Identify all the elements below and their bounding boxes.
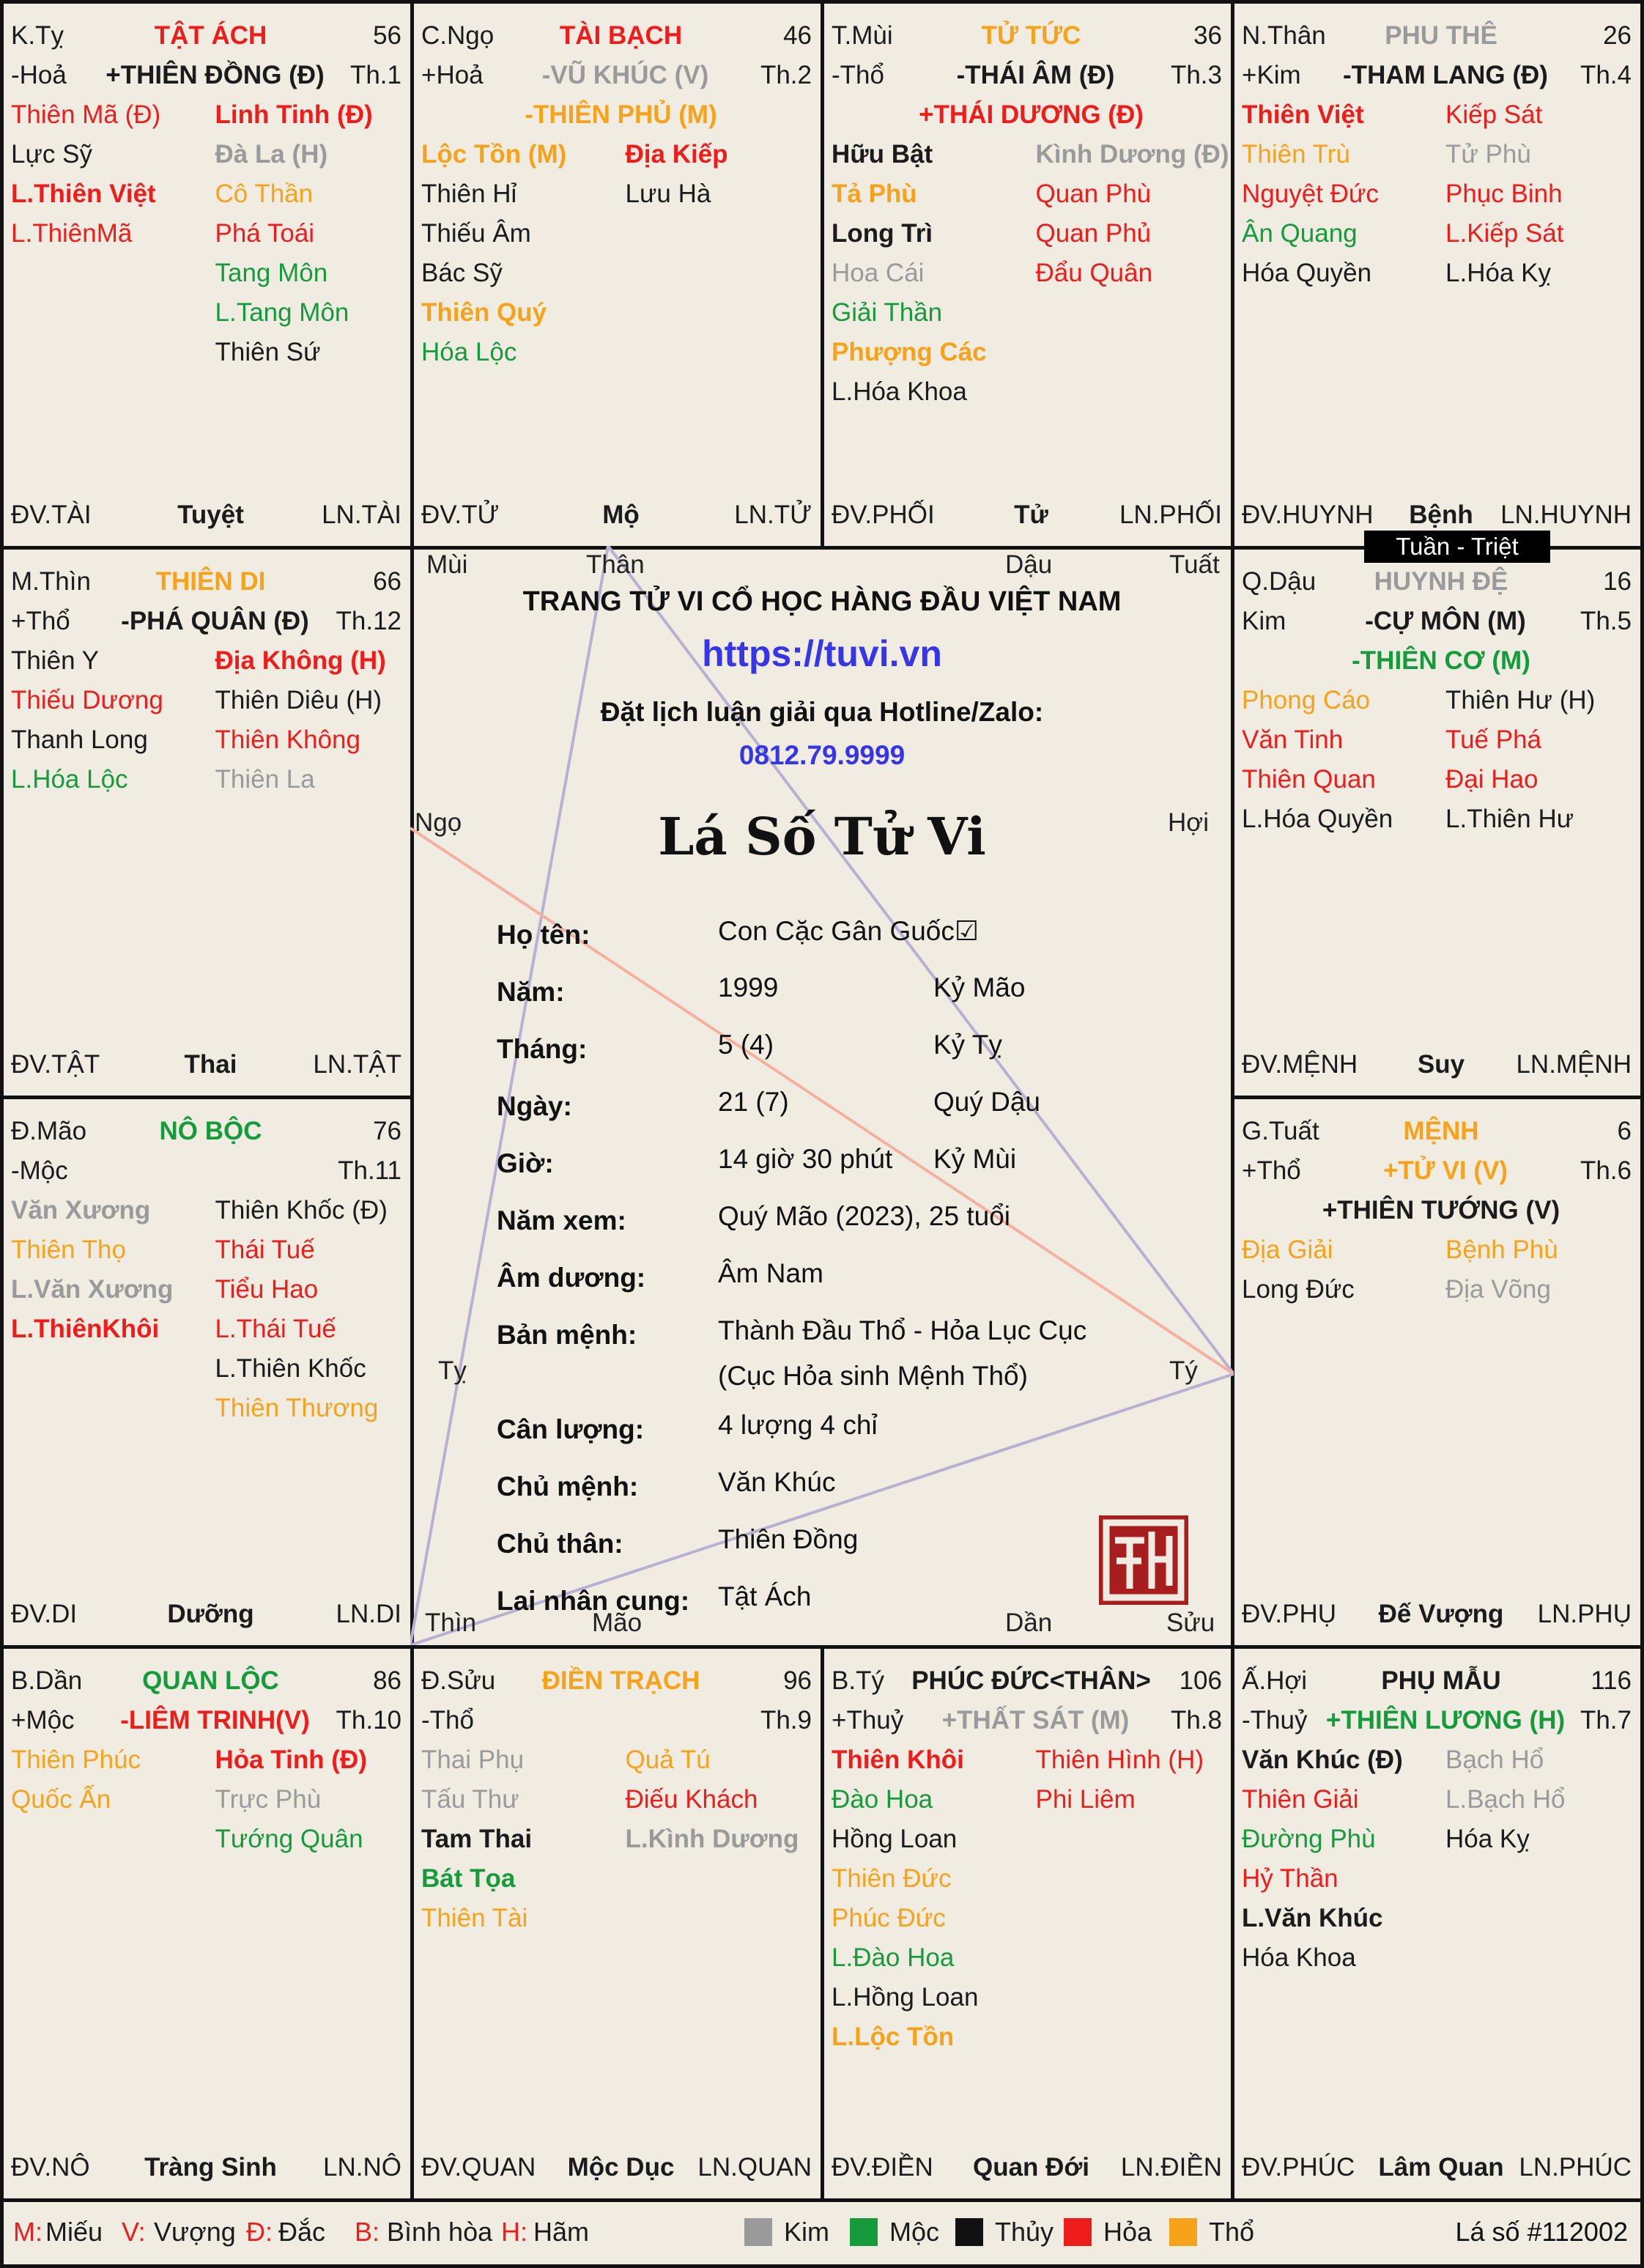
palace-age: 46: [783, 21, 812, 50]
star-right: L.Tang Môn: [215, 298, 349, 327]
legend-status-key: M:: [13, 2217, 42, 2247]
info-label: Năm:: [497, 977, 565, 1007]
info-value: Thành Đầu Thổ - Hỏa Lục Cục: [718, 1315, 1087, 1345]
star-left: Thanh Long: [11, 725, 148, 754]
info-value: 5 (4): [718, 1030, 774, 1060]
legend-status-key: Đ:: [246, 2217, 273, 2247]
palace-age: 76: [373, 1117, 401, 1145]
palace-name: PHÚC ĐỨC<THÂN>: [911, 1666, 1151, 1695]
palace-tuat: [1231, 1096, 1644, 1649]
star-left: Thai Phụ: [421, 1746, 525, 1774]
legend-element-label: Thổ: [1209, 2217, 1255, 2247]
star-right: L.Kình Dương: [625, 1825, 799, 1853]
palace-th: Th.3: [1170, 61, 1222, 89]
center-panel: [410, 546, 1234, 1645]
star-left: L.Hóa Khoa: [832, 377, 967, 406]
palace-age: 36: [1193, 21, 1222, 50]
star-right: Đại Hao: [1445, 765, 1539, 794]
branch-label-ngo: Ngọ: [415, 808, 462, 837]
palace-phase: Dưỡng: [167, 1600, 254, 1628]
tuan-triet-badge: Tuần - Triệt: [1364, 531, 1550, 563]
legend-status-key: B:: [355, 2217, 380, 2247]
legend-status-label: Bình hòa: [387, 2217, 493, 2247]
palace-dv: ĐV.PHỤ: [1242, 1600, 1337, 1628]
legend-status-key: H:: [501, 2217, 527, 2247]
palace-ln: LN.DI: [336, 1600, 401, 1628]
branch-label-dau: Dậu: [1005, 550, 1053, 579]
palace-element: -Thổ: [421, 1706, 474, 1735]
hotline-phone[interactable]: 0812.79.9999: [738, 740, 906, 770]
info-label: Chủ mệnh:: [497, 1471, 639, 1501]
star-right: Bệnh Phù: [1445, 1235, 1558, 1264]
palace-phase: Đế Vượng: [1378, 1600, 1504, 1628]
palace-dv: ĐV.TẬT: [11, 1050, 100, 1079]
legend-swatch: [1169, 2218, 1197, 2246]
palace-ln: LN.TÀI: [322, 500, 401, 529]
info-label: Họ tên:: [497, 920, 590, 950]
palace-dv: ĐV.NÔ: [11, 2153, 90, 2182]
main-star: +TỬ VI (V): [1382, 1156, 1508, 1185]
palace-phase: Tràng Sinh: [144, 2153, 277, 2182]
secondary-main-star: -THIÊN PHỦ (M): [525, 100, 717, 129]
palace-name: TÀI BẠCH: [559, 21, 683, 50]
legend-status-key: V:: [122, 2217, 146, 2247]
branch-label-tuat: Tuất: [1169, 550, 1220, 579]
info-label: Chủ thân:: [497, 1529, 623, 1559]
star-left: Thiếu Dương: [11, 686, 163, 714]
main-star: -CỰ MÔN (M): [1365, 607, 1526, 635]
star-right: Đà La (H): [215, 140, 328, 169]
palace-name: QUAN LỘC: [142, 1666, 279, 1695]
info-extra: Kỷ Tỵ: [933, 1030, 1002, 1060]
secondary-main-star: -THIÊN CƠ (M): [1352, 646, 1530, 675]
star-right: L.Kiếp Sát: [1445, 219, 1564, 248]
palace-dv: ĐV.MỆNH: [1242, 1050, 1358, 1079]
palace-th: Th.1: [349, 61, 401, 89]
star-left: Hóa Quyền: [1242, 259, 1372, 287]
legend-swatch: [1064, 2218, 1092, 2246]
star-left: L.Hóa Quyền: [1242, 805, 1393, 833]
palace-age: 56: [373, 21, 401, 50]
palace-element: +Hoả: [421, 61, 484, 89]
star-right: Kiếp Sát: [1445, 100, 1543, 129]
legend-element-label: Hỏa: [1103, 2217, 1152, 2247]
site-url-link[interactable]: https://tuvi.vn: [702, 633, 942, 674]
info-extra: Quý Dậu: [933, 1087, 1041, 1117]
palace-element: -Thuỷ: [1242, 1706, 1308, 1735]
palace-th: Th.4: [1580, 61, 1632, 89]
palace-branch: M.Thìn: [11, 567, 91, 596]
star-left: Hóa Khoa: [1242, 1943, 1356, 1972]
branch-label-thin: Thìn: [425, 1608, 477, 1637]
legend-element-label: Kim: [784, 2217, 829, 2247]
main-star: -LIÊM TRINH(V): [120, 1706, 310, 1735]
palace-ln: LN.PHÚC: [1519, 2153, 1632, 2182]
info-value: Quý Mão (2023), 25 tuổi: [718, 1201, 1010, 1231]
palace-phase: Mộc Dục: [567, 2153, 675, 2182]
star-right: L.Thiên Khốc: [215, 1354, 366, 1383]
star-left: Phượng Các: [832, 338, 987, 366]
palace-ngo: [410, 0, 824, 550]
palace-suu: [410, 1645, 824, 2202]
star-left: Thiên Giải: [1242, 1785, 1359, 1814]
star-right: L.Hóa Kỵ: [1445, 259, 1551, 287]
info-value: 4 lượng 4 chỉ: [718, 1410, 878, 1440]
palace-ln: LN.ĐIỀN: [1120, 2153, 1222, 2182]
main-star: +THIÊN ĐỒNG (Đ): [105, 61, 325, 89]
palace-age: 16: [1603, 567, 1632, 596]
star-right: L.Bạch Hổ: [1445, 1785, 1566, 1814]
main-star: -PHÁ QUÂN (Đ): [121, 607, 309, 635]
star-left: L.Văn Khúc: [1242, 1904, 1383, 1932]
info-value: Tật Ách: [718, 1581, 812, 1611]
star-right: Phi Liêm: [1035, 1785, 1136, 1814]
palace-mui: [821, 0, 1234, 550]
palace-age: 26: [1603, 21, 1632, 50]
star-left: Địa Giải: [1242, 1235, 1333, 1264]
star-left: Văn Tinh: [1242, 725, 1344, 754]
palace-branch: Ấ.Hợi: [1242, 1666, 1308, 1695]
star-right: Bạch Hổ: [1445, 1746, 1544, 1774]
palace-element: -Hoả: [11, 61, 67, 89]
star-right: Thiên Hình (H): [1035, 1746, 1204, 1774]
secondary-main-star: +THÁI DƯƠNG (Đ): [919, 100, 1144, 129]
palace-phase: Tử: [1014, 500, 1048, 529]
star-left: Thiên Quan: [1242, 765, 1376, 794]
star-right: Thiên Sứ: [215, 338, 321, 366]
star-left: Thiên Thọ: [11, 1235, 126, 1264]
palace-name: PHU THÊ: [1385, 21, 1497, 50]
star-left: Bác Sỹ: [421, 259, 503, 287]
palace-branch: B.Tý: [832, 1666, 884, 1695]
star-right: Thiên Khốc (Đ): [215, 1196, 388, 1225]
legend-status-label: Hãm: [533, 2217, 590, 2247]
info-label: Âm dương:: [497, 1263, 646, 1293]
info-value: 1999: [718, 972, 779, 1002]
palace-age: 96: [783, 1666, 812, 1695]
star-left: Long Đức: [1242, 1275, 1355, 1304]
palace-name: THIÊN DI: [155, 567, 266, 596]
star-left: L.ThiênMã: [11, 219, 133, 248]
star-left: Văn Khúc (Đ): [1242, 1746, 1403, 1774]
palace-element: +Thổ: [1242, 1156, 1301, 1185]
star-right: Quan Phủ: [1035, 219, 1152, 248]
info-label: Tháng:: [497, 1034, 588, 1064]
star-left: Thiên Phúc: [11, 1746, 141, 1774]
star-left: Hữu Bật: [832, 140, 933, 169]
palace-branch: T.Mùi: [832, 21, 893, 50]
info-value: Thiên Đồng: [718, 1524, 859, 1554]
legend-swatch: [850, 2218, 878, 2246]
legend-swatch: [744, 2218, 772, 2246]
star-left: Thiếu Âm: [421, 219, 531, 248]
palace-branch: B.Dần: [11, 1666, 83, 1695]
main-star: +THIÊN LƯƠNG (H): [1325, 1706, 1566, 1735]
star-left: Bát Tọa: [421, 1864, 516, 1893]
main-star: -VŨ KHÚC (V): [541, 61, 709, 89]
legend-element-label: Mộc: [889, 2217, 940, 2247]
info-value: 21 (7): [718, 1087, 789, 1117]
star-right: Địa Kiếp: [625, 140, 728, 169]
star-left: L.Văn Xương: [11, 1275, 174, 1304]
star-right: Hóa Kỵ: [1445, 1825, 1530, 1853]
star-right: Thiên Không: [215, 725, 360, 754]
star-right: Tướng Quân: [215, 1825, 363, 1853]
info-extra: Kỷ Mùi: [933, 1144, 1017, 1174]
star-right: Tang Môn: [215, 259, 328, 287]
palace-age: 6: [1617, 1117, 1632, 1145]
star-right: Điếu Khách: [625, 1785, 758, 1814]
star-left: Thiên Khôi: [832, 1746, 964, 1774]
palace-name: NÔ BỘC: [159, 1117, 262, 1145]
star-left: L.ThiênKhôi: [11, 1315, 160, 1343]
star-left: Tả Phù: [832, 180, 917, 208]
palace-branch: G.Tuất: [1242, 1117, 1319, 1145]
palace-th: Th.7: [1580, 1706, 1632, 1735]
main-star: +THẤT SÁT (M): [941, 1706, 1130, 1735]
palace-th: Th.8: [1170, 1706, 1222, 1735]
info-label: Năm xem:: [497, 1205, 626, 1235]
star-right: Địa Võng: [1445, 1275, 1551, 1304]
star-left: Đường Phù: [1242, 1825, 1376, 1853]
palace-dv: ĐV.TỬ: [421, 500, 500, 529]
palace-than: [1231, 0, 1644, 550]
palace-ln: LN.MỆNH: [1516, 1050, 1632, 1079]
star-left: L.Thiên Việt: [11, 180, 156, 208]
star-left: L.Hồng Loan: [832, 1983, 979, 2012]
star-right: Thái Tuế: [215, 1235, 315, 1264]
palace-th: Th.9: [760, 1706, 812, 1735]
branch-label-ty: Tỵ: [438, 1356, 467, 1385]
seal-stamp: [1099, 1515, 1188, 1605]
star-left: Đào Hoa: [832, 1785, 933, 1814]
palace-th: Th.10: [336, 1706, 401, 1735]
star-right: Thiên Diêu (H): [215, 686, 382, 714]
palace-dv: ĐV.ĐIỀN: [832, 2153, 933, 2182]
palace-phase: Quan Đới: [972, 2153, 1090, 2182]
star-left: L.Lộc Tồn: [832, 2023, 955, 2051]
palace-th: Th.5: [1580, 607, 1632, 635]
palace-element: +Thổ: [11, 607, 70, 635]
palace-ln: LN.HUYNH: [1500, 500, 1632, 529]
star-left: Phong Cáo: [1242, 686, 1371, 714]
star-left: Thiên Hỉ: [421, 180, 517, 208]
star-left: Lực Sỹ: [11, 140, 92, 169]
star-left: L.Hóa Lộc: [11, 765, 128, 794]
info-value: Con Cặc Gân Guốc☑: [718, 916, 980, 946]
star-right: Tuế Phá: [1445, 725, 1542, 754]
star-left: Thiên Đức: [832, 1864, 952, 1893]
palace-phase: Lâm Quan: [1378, 2153, 1504, 2182]
star-right: Quan Phù: [1035, 180, 1152, 208]
star-right: Thiên La: [215, 765, 315, 794]
star-left: Thiên Tài: [421, 1904, 528, 1932]
star-left: Lộc Tồn (M): [421, 140, 567, 169]
palace-dan: [0, 1645, 414, 2202]
palace-age: 66: [373, 567, 401, 596]
palace-dv: ĐV.HUYNH: [1242, 500, 1374, 529]
palace-dv: ĐV.TÀI: [11, 500, 92, 529]
palace-name: HUYNH ĐỆ: [1374, 567, 1508, 596]
palace-tys: [821, 1645, 1234, 2202]
main-star: -THÁI ÂM (Đ): [956, 61, 1115, 89]
palace-ln: LN.QUAN: [697, 2153, 812, 2182]
star-right: Đẩu Quân: [1035, 259, 1153, 287]
palace-phase: Tuyệt: [177, 500, 244, 529]
palace-element: +Thuỷ: [832, 1706, 904, 1735]
info-label: Bản mệnh:: [497, 1320, 637, 1350]
palace-ln: LN.PHỤ: [1537, 1600, 1632, 1628]
main-star: -THAM LANG (Đ): [1343, 61, 1548, 89]
palace-th: Th.12: [336, 607, 401, 635]
secondary-main-star: +THIÊN TƯỚNG (V): [1322, 1196, 1560, 1225]
palace-name: TẬT ÁCH: [154, 21, 267, 50]
palace-phase: Thai: [184, 1050, 237, 1079]
star-left: Nguyệt Đức: [1242, 180, 1379, 208]
chart-title: Lá Số Tử Vi: [658, 806, 986, 867]
star-right: Hỏa Tinh (Đ): [215, 1746, 367, 1774]
info-value: Âm Nam: [718, 1258, 823, 1288]
star-left: Thiên Trù: [1242, 140, 1350, 169]
palace-phase: Mộ: [602, 500, 640, 529]
palace-phase: Bệnh: [1409, 500, 1473, 529]
palace-phase: Suy: [1417, 1050, 1465, 1079]
branch-label-dan: Dần: [1005, 1608, 1053, 1637]
palace-branch: C.Ngọ: [421, 21, 495, 50]
star-right: Trực Phù: [215, 1785, 322, 1814]
star-right: Kình Dương (Đ): [1035, 140, 1229, 169]
legend-status-label: Vượng: [154, 2217, 236, 2247]
star-left: Ân Quang: [1242, 219, 1358, 248]
info-label: Giờ:: [497, 1148, 554, 1178]
palace-dau: [1231, 546, 1644, 1099]
info-value: Văn Khúc: [718, 1467, 836, 1497]
branch-label-hoi: Hợi: [1168, 808, 1210, 837]
palace-ty: [0, 0, 414, 550]
palace-name: PHỤ MẪU: [1381, 1666, 1501, 1695]
hotline-text: Đặt lịch luận giải qua Hotline/Zalo:: [600, 697, 1044, 727]
palace-age: 116: [1591, 1666, 1632, 1695]
palace-element: +Mộc: [11, 1706, 75, 1735]
palace-name: ĐIỀN TRẠCH: [541, 1666, 700, 1695]
star-left: Tấu Thư: [421, 1785, 519, 1814]
star-left: Quốc Ấn: [11, 1785, 111, 1814]
palace-element: +Kim: [1242, 61, 1301, 89]
palace-ln: LN.TẬT: [313, 1050, 401, 1079]
star-left: Hoa Cái: [832, 259, 925, 287]
palace-dv: ĐV.PHÚC: [1242, 2153, 1355, 2182]
palace-th: Th.6: [1580, 1156, 1632, 1185]
palace-dv: ĐV.PHỐI: [832, 500, 935, 529]
star-right: L.Thái Tuế: [215, 1315, 336, 1343]
star-right: Tiểu Hao: [215, 1275, 319, 1304]
palace-branch: Q.Dậu: [1242, 567, 1317, 596]
star-right: Tử Phù: [1445, 140, 1531, 169]
palace-age: 106: [1179, 1666, 1222, 1695]
legend-status-label: Miếu: [45, 2217, 103, 2247]
palace-branch: N.Thân: [1242, 21, 1326, 50]
legend-swatch: [955, 2218, 983, 2246]
palace-hoi: [1231, 1645, 1644, 2202]
palace-element: -Mộc: [11, 1156, 68, 1185]
branch-label-tys: Tý: [1169, 1356, 1198, 1385]
info-value-2: (Cục Hỏa sinh Mệnh Thổ): [718, 1361, 1028, 1391]
star-right: Thiên Thương: [215, 1394, 379, 1422]
star-right: Linh Tinh (Đ): [215, 100, 373, 129]
palace-branch: Đ.Mão: [11, 1117, 87, 1145]
star-right: Thiên Hư (H): [1445, 686, 1596, 714]
star-left: L.Đào Hoa: [832, 1943, 955, 1972]
branch-label-than: Thân: [586, 550, 645, 579]
palace-thin: [0, 546, 414, 1099]
palace-name: TỬ TỨC: [981, 21, 1081, 50]
star-right: Địa Không (H): [215, 646, 386, 675]
branch-label-mao: Mão: [592, 1608, 643, 1637]
palace-ln: LN.TỬ: [734, 500, 812, 529]
branch-label-suu: Sửu: [1166, 1608, 1215, 1637]
legend-element-label: Thủy: [995, 2217, 1054, 2247]
palace-mao: [0, 1096, 414, 1649]
palace-th: Th.2: [760, 61, 812, 89]
star-left: Hồng Loan: [832, 1825, 958, 1853]
star-right: L.Thiên Hư: [1445, 805, 1574, 833]
palace-dv: ĐV.DI: [11, 1600, 78, 1628]
star-left: Thiên Việt: [1242, 100, 1364, 129]
star-left: Thiên Y: [11, 646, 99, 675]
star-left: Giải Thần: [832, 298, 943, 327]
star-left: Phúc Đức: [832, 1904, 946, 1932]
palace-element: -Thổ: [832, 61, 884, 89]
info-label: Lai nhân cung:: [497, 1586, 690, 1616]
info-label: Ngày:: [497, 1091, 572, 1121]
star-left: Tam Thai: [421, 1825, 533, 1853]
star-left: Thiên Mã (Đ): [11, 100, 161, 129]
palace-th: Th.11: [338, 1156, 401, 1185]
star-right: Cô Thần: [215, 180, 314, 208]
info-label: Cân lượng:: [497, 1414, 645, 1444]
info-value: 14 giờ 30 phút: [718, 1144, 893, 1174]
star-left: Thiên Quý: [421, 298, 547, 327]
star-right: Quả Tú: [625, 1746, 711, 1774]
star-left: Hỷ Thần: [1242, 1864, 1338, 1893]
palace-name: MỆNH: [1403, 1117, 1479, 1145]
palace-age: 86: [373, 1666, 401, 1695]
palace-ln: LN.NÔ: [323, 2153, 401, 2182]
star-right: Phá Toái: [215, 219, 315, 248]
star-left: Văn Xương: [11, 1196, 151, 1225]
legend-status-label: Đắc: [278, 2217, 326, 2247]
info-extra: Kỷ Mão: [933, 972, 1026, 1002]
palace-dv: ĐV.QUAN: [421, 2153, 536, 2182]
palace-element: Kim: [1242, 607, 1286, 635]
palace-ln: LN.PHỐI: [1119, 500, 1222, 529]
palace-branch: Đ.Sửu: [421, 1666, 496, 1695]
star-right: Phục Binh: [1445, 180, 1563, 208]
site-title: TRANG TỬ VI CỔ HỌC HÀNG ĐẦU VIỆT NAM: [522, 586, 1122, 617]
star-left: Hóa Lộc: [421, 338, 517, 366]
star-right: Lưu Hà: [625, 180, 711, 208]
star-left: Long Trì: [832, 219, 933, 248]
chart-id: Lá số #112002: [1455, 2217, 1628, 2247]
palace-branch: K.Tỵ: [11, 21, 64, 50]
branch-label-mui: Mùi: [426, 550, 468, 579]
